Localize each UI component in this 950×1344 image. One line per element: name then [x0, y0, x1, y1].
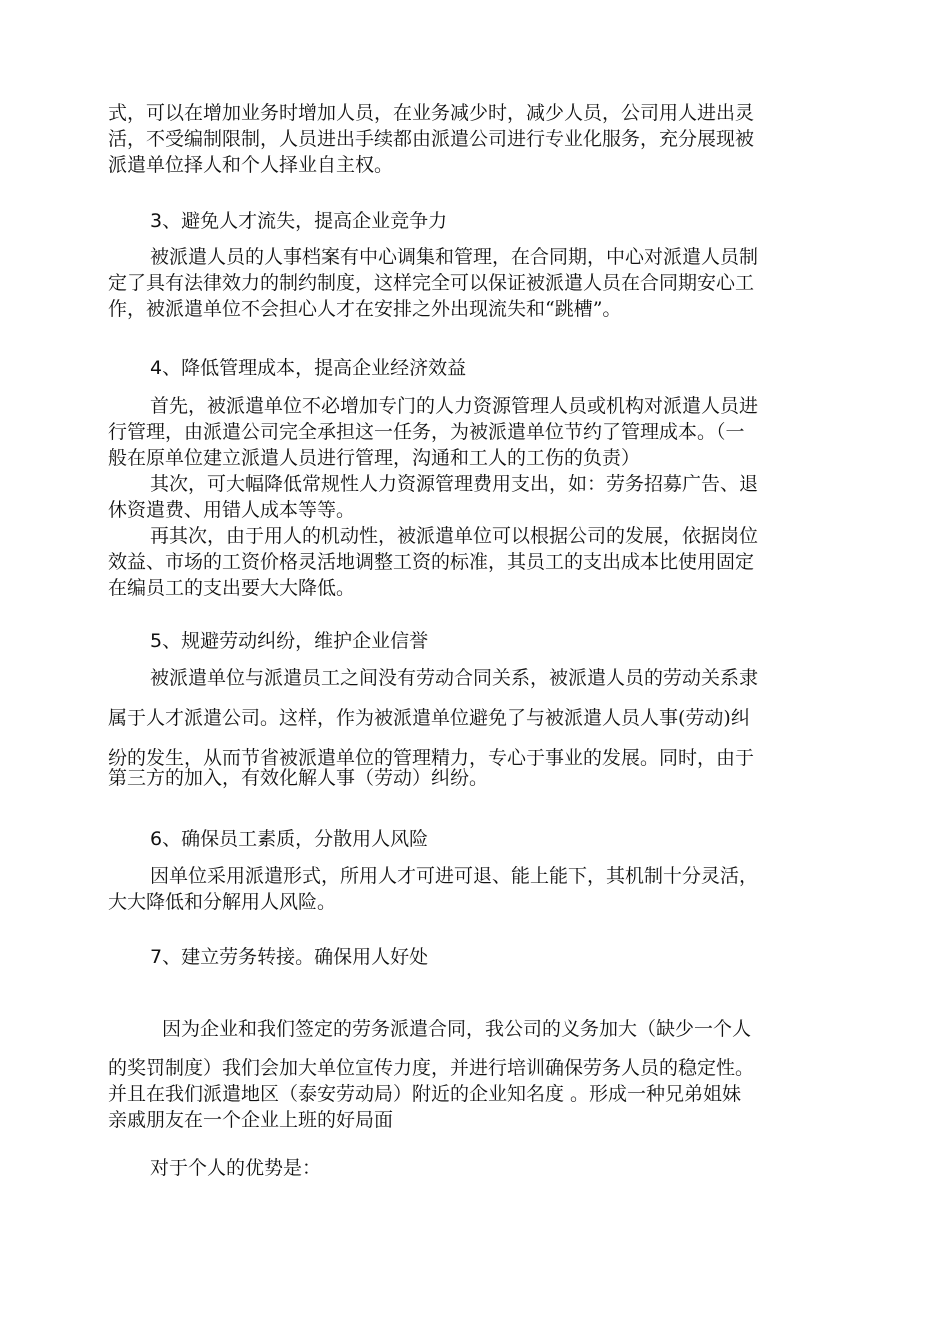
- heading-text: 、降低管理成本，提高企业经济效益: [162, 357, 467, 379]
- text-line: 第三方的加入，有效化解人事（劳动）纠纷。: [108, 767, 489, 789]
- text-line: 效益、市场的工资价格灵活地调整工资的标准，其员工的支出成本比使用固定: [108, 551, 755, 573]
- text-line: 般在原单位建立派遣人员进行管理，沟通和工人的工伤的负责）: [108, 447, 641, 469]
- section-heading-6: [150, 826, 850, 852]
- text-line: 活，不受编制限制，人员进出手续都由派遣公司进行专业化服务，充分展现被: [108, 128, 755, 150]
- text-line: 首先，被派遣单位不必增加专门的人力资源管理人员或机构对派遣人员进: [150, 395, 759, 417]
- heading-text: 、确保员工素质，分散用人风险: [162, 828, 429, 850]
- section-heading-4: [150, 355, 850, 381]
- section-7-paragraph-first: [108, 1016, 848, 1042]
- text-line: 纷的发生，从而节省被派遣单位的管理精力，专心于事业的发展。同时，由于: [108, 747, 755, 769]
- heading-text: 、规避劳动纠纷，维护企业信誉: [162, 630, 429, 652]
- heading-number: 4: [150, 357, 163, 379]
- text-line: 因为企业和我们签定的劳务派遣合同，我公司的义务加大（缺少一个人: [162, 1018, 752, 1040]
- text-line: 被派遣人员的人事档案有中心调集和管理，在合同期，中心对派遣人员制: [150, 246, 759, 268]
- section-6-paragraph: [108, 863, 848, 915]
- intro-paragraph: [108, 100, 848, 178]
- heading-text: 、避免人才流失，提高企业竞争力: [162, 210, 448, 232]
- heading-text: 、建立劳务转接。确保用人好处: [162, 946, 429, 968]
- text-line: 派遣单位择人和个人择业自主权。: [108, 154, 394, 176]
- text-line: 并且在我们派遣地区（泰安劳动局）附近的企业知名度 。形成一种兄弟姐妹: [108, 1083, 742, 1105]
- section-7-paragraph: [108, 1055, 848, 1133]
- text-line: 大大降低和分解用人风险。: [108, 891, 337, 913]
- heading-number: 7: [150, 946, 163, 968]
- closing-line: 对于个人的优势是：: [150, 1157, 322, 1179]
- section-4-paragraph: [108, 393, 848, 601]
- text-line: 其次，可大幅降低常规性人力资源管理费用支出，如：劳务招募广告、退: [150, 473, 759, 495]
- text-line: 式，可以在增加业务时增加人员，在业务减少时，减少人员，公司用人进出灵: [108, 102, 755, 124]
- text-line: 因单位采用派遣形式，所用人才可进可退、能上能下，其机制十分灵活，: [150, 865, 759, 887]
- section-5-paragraph: [108, 658, 848, 778]
- text-line: 定了具有法律效力的制约制度，这样完全可以保证被派遣人员在合同期安心工: [108, 272, 755, 294]
- text-line: 休资遣费、用错人成本等等。: [108, 499, 356, 521]
- section-5-paragraph-cont: [108, 765, 848, 791]
- text-line: 在编员工的支出要大大降低。: [108, 577, 356, 599]
- text-line: 亲戚朋友在一个企业上班的好局面: [108, 1109, 394, 1131]
- text-line: 的奖罚制度）我们会加大单位宣传力度，并进行培训确保劳务人员的稳定性。: [108, 1057, 755, 1079]
- heading-number: 5: [150, 630, 163, 652]
- heading-number: 6: [150, 828, 163, 850]
- section-heading-3: [150, 208, 850, 234]
- text-line: 再其次，由于用人的机动性，被派遣单位可以根据公司的发展，依据岗位: [150, 525, 759, 547]
- text-line: 被派遣单位与派遣员工之间没有劳动合同关系，被派遣人员的劳动关系隶: [150, 667, 759, 689]
- section-heading-5: [150, 628, 850, 654]
- text-line: 作，被派遣单位不会担心人才在安排之外出现流失和“跳槽”。: [108, 298, 622, 320]
- text-line: 行管理，由派遣公司完全承担这一任务，为被派遣单位节约了管理成本。（一: [108, 421, 745, 443]
- section-3-paragraph: [108, 244, 848, 322]
- text-line: 属于人才派遣公司。这样，作为被派遣单位避免了与被派遣人员人事(劳动)纠: [108, 707, 750, 729]
- section-heading-7: [150, 944, 850, 970]
- heading-number: 3: [150, 210, 163, 232]
